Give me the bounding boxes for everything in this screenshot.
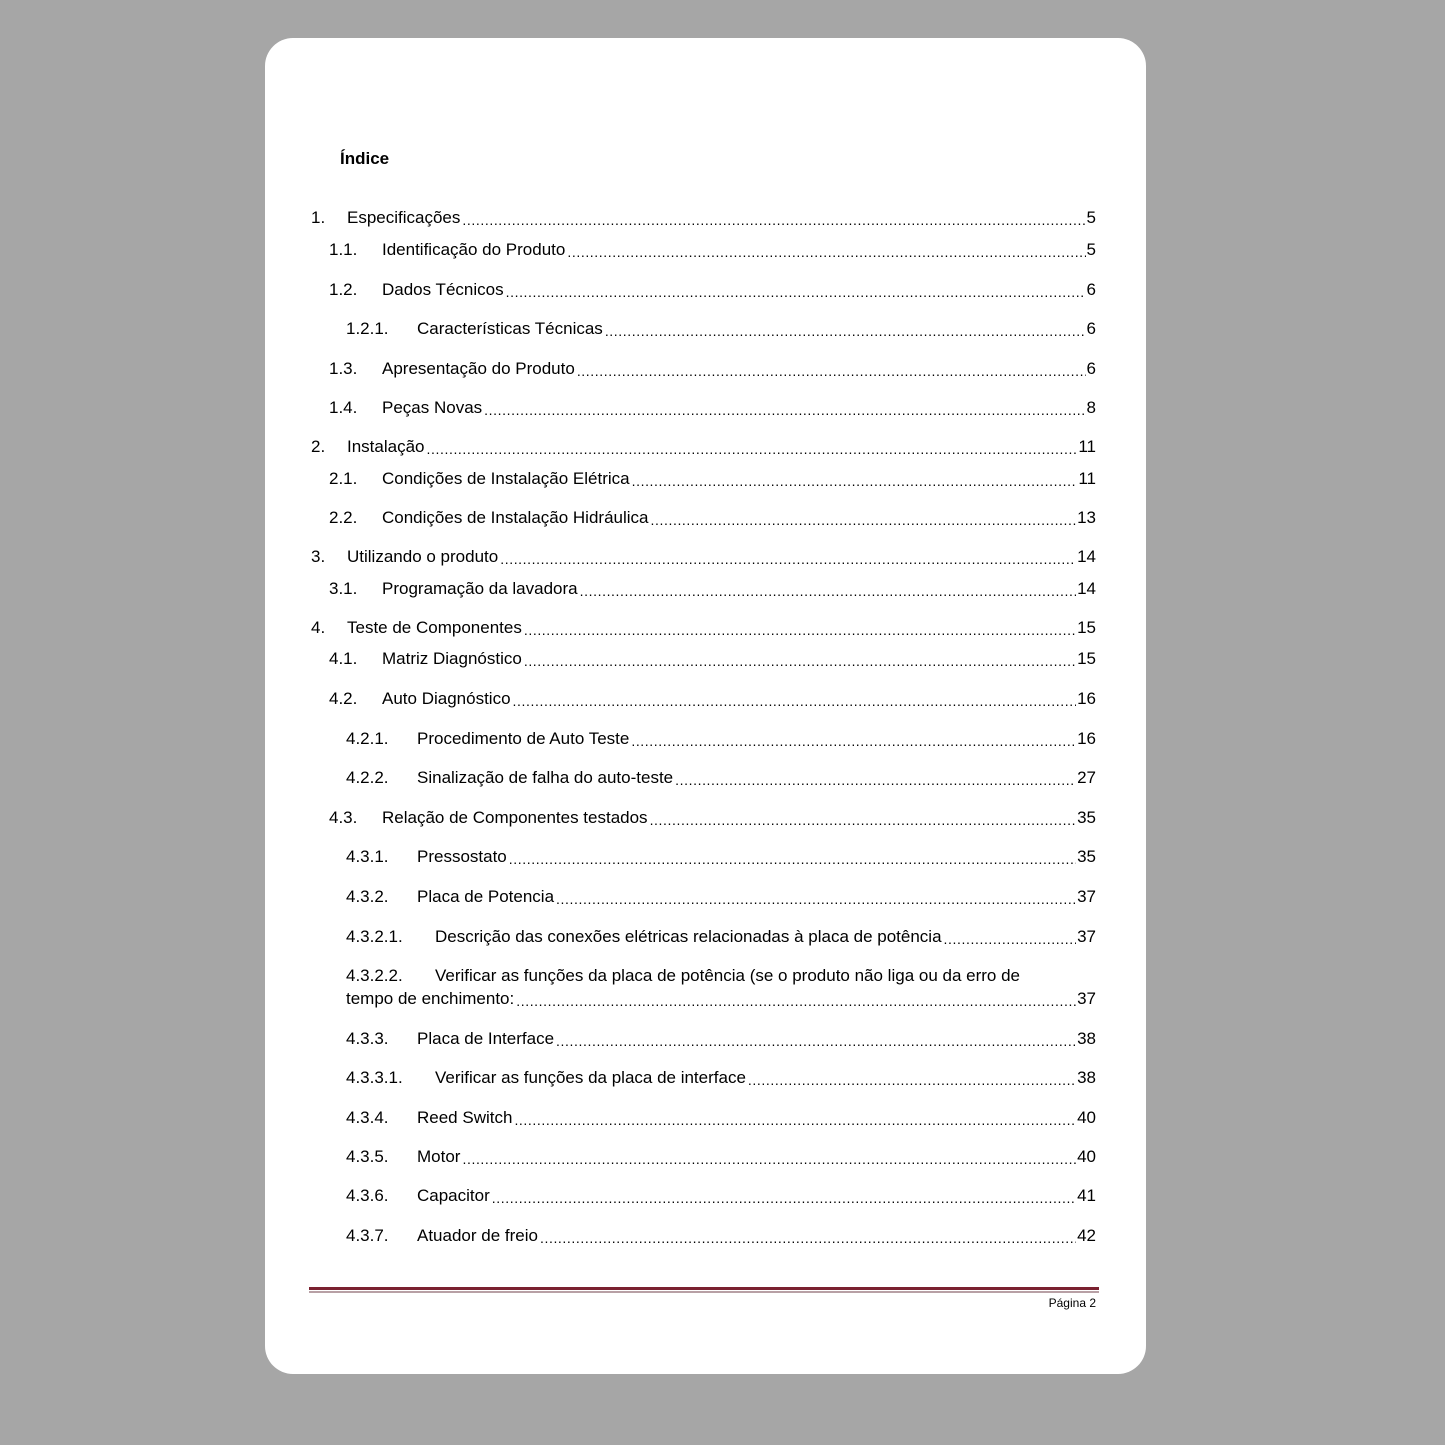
toc-entry-number: 4.3.1. (346, 847, 389, 866)
toc-leader-dots (577, 362, 1086, 380)
toc-entry-page: 42 (1077, 1226, 1096, 1245)
toc-entry-number: 4.3.4. (346, 1108, 389, 1127)
toc-leader-dots (944, 930, 1077, 948)
page-number: Página 2 (1048, 1296, 1096, 1310)
toc-leader-dots (492, 1189, 1076, 1207)
toc-entry-number: 3. (311, 547, 326, 566)
toc-leader-dots (506, 283, 1086, 301)
toc-entry[interactable] (329, 507, 1096, 529)
toc-entry-title: Placa de Potencia (417, 887, 555, 906)
toc-leader-dots (556, 890, 1076, 908)
toc-entry-number: 2.2. (329, 508, 358, 527)
toc-entry-title: Reed Switch (417, 1108, 513, 1127)
toc-entry-title: Identificação do Produto (382, 240, 566, 259)
toc-entry[interactable] (346, 1146, 1096, 1168)
toc-entry-page: 5 (1086, 208, 1096, 227)
toc-entry-page: 5 (1086, 240, 1096, 259)
toc-entry[interactable] (346, 1067, 1096, 1089)
toc-entry[interactable] (329, 279, 1096, 301)
toc-entry-page: 35 (1077, 847, 1096, 866)
toc-entry-page: 11 (1078, 469, 1096, 488)
toc-entry-title: Relação de Componentes testados (382, 808, 648, 827)
toc-entry-number: 1. (311, 208, 326, 227)
toc-entry[interactable] (329, 807, 1096, 829)
toc-entry-page: 35 (1077, 808, 1096, 827)
toc-entry-page: 8 (1086, 398, 1096, 417)
toc-entry-number: 2. (311, 437, 326, 456)
toc-entry-page: 37 (1077, 989, 1096, 1008)
toc-entry-title: Condições de Instalação Elétrica (382, 469, 630, 488)
toc-entry[interactable] (329, 648, 1096, 670)
toc-leader-dots (462, 211, 1085, 229)
toc-entry-continuation[interactable] (346, 988, 1096, 1010)
toc-leader-dots (516, 992, 1076, 1010)
toc-entry[interactable] (346, 1185, 1096, 1207)
toc-entry[interactable] (346, 728, 1096, 750)
toc-leader-dots (524, 652, 1076, 670)
toc-leader-dots (632, 472, 1078, 490)
toc-leader-dots (651, 511, 1077, 529)
toc-entry-page: 14 (1077, 579, 1096, 598)
toc-entry-page: 40 (1077, 1147, 1096, 1166)
toc-entry-page: 11 (1078, 437, 1096, 456)
toc-entry[interactable] (346, 1028, 1096, 1050)
toc-entry-page: 40 (1077, 1108, 1096, 1127)
toc-entry-number: 4.3.7. (346, 1226, 389, 1245)
toc-entry-page: 6 (1086, 359, 1096, 378)
toc-entry-number: 4.3.6. (346, 1186, 389, 1205)
toc-entry[interactable] (329, 239, 1096, 261)
toc-entry-page: 16 (1077, 729, 1096, 748)
toc-leader-dots (524, 621, 1076, 639)
toc-entry-title: Dados Técnicos (382, 280, 504, 299)
toc-entry-number: 1.4. (329, 398, 358, 417)
toc-entry[interactable] (329, 578, 1096, 600)
toc-leader-dots (500, 550, 1076, 568)
toc-entry-title: Características Técnicas (417, 319, 603, 338)
toc-entry-page: 38 (1077, 1068, 1096, 1087)
toc-entry[interactable] (346, 767, 1096, 789)
toc-entry-number: 1.3. (329, 359, 358, 378)
toc-entry-number: 4. (311, 618, 326, 637)
toc-leader-dots (484, 401, 1085, 419)
toc-leader-dots (605, 322, 1086, 340)
toc-entry-title-continued: tempo de enchimento: (346, 989, 515, 1008)
toc-entry[interactable] (311, 436, 1096, 458)
toc-entry-title: Peças Novas (382, 398, 483, 417)
toc-entry-title: Pressostato (417, 847, 507, 866)
toc-entry[interactable] (329, 358, 1096, 380)
toc-entry[interactable] (346, 926, 1096, 948)
toc-entry-number: 1.1. (329, 240, 358, 259)
toc-entry-title: Descrição das conexões elétricas relacionadas à placa de potência (435, 927, 942, 946)
page-title: Índice (340, 149, 390, 168)
toc-leader-dots (514, 1111, 1076, 1129)
toc-leader-dots (650, 811, 1077, 829)
toc-entry-number: 4.1. (329, 649, 358, 668)
toc-entry-page: 14 (1077, 547, 1096, 566)
toc-entry-number: 4.3.2.2. (346, 966, 403, 985)
toc-entry-number: 4.3. (329, 808, 358, 827)
toc-entry-title: Verificar as funções da placa de interface (435, 1068, 746, 1087)
toc-entry-number: 1.2. (329, 280, 358, 299)
toc-entry-title: Condições de Instalação Hidráulica (382, 508, 649, 527)
toc-entry-title: Motor (417, 1147, 461, 1166)
toc-entry-number: 4.2.1. (346, 729, 389, 748)
toc-entry-number: 4.2. (329, 689, 358, 708)
toc-entry-title: Teste de Componentes (347, 618, 522, 637)
toc-entry-page: 27 (1077, 768, 1096, 787)
toc-entry-title: Auto Diagnóstico (382, 689, 511, 708)
toc-entry-page: 15 (1077, 618, 1096, 637)
toc-leader-dots (580, 582, 1076, 600)
toc-entry-page: 15 (1077, 649, 1096, 668)
toc-entry-number: 2.1. (329, 469, 358, 488)
toc-entry-title: Placa de Interface (417, 1029, 555, 1048)
toc-entry-title: Especificações (347, 208, 461, 227)
toc-entry[interactable] (346, 318, 1096, 340)
toc-entry-number: 4.3.5. (346, 1147, 389, 1166)
toc-entry-page: 16 (1077, 689, 1096, 708)
toc-entry-number: 3.1. (329, 579, 358, 598)
toc-entry[interactable] (346, 846, 1096, 868)
toc-leader-dots (675, 771, 1076, 789)
toc-entry[interactable] (346, 1107, 1096, 1129)
toc-leader-dots (427, 440, 1078, 458)
toc-entry[interactable] (346, 1225, 1096, 1247)
toc-leader-dots (513, 692, 1077, 710)
toc-entry[interactable] (311, 546, 1096, 568)
toc-entry-number: 4.2.2. (346, 768, 389, 787)
toc-leader-dots (567, 243, 1085, 261)
toc-entry-page: 41 (1077, 1186, 1096, 1205)
table-of-contents (265, 38, 1146, 1374)
toc-entry-page: 38 (1077, 1029, 1096, 1048)
toc-entry-title: Procedimento de Auto Teste (417, 729, 630, 748)
toc-leader-dots (631, 732, 1076, 750)
toc-leader-dots (748, 1071, 1076, 1089)
toc-entry-title: Atuador de freio (417, 1226, 538, 1245)
toc-entry[interactable] (329, 688, 1096, 710)
toc-entry-title: Verificar as funções da placa de potência (se o produto não liga ou da erro de (435, 966, 1020, 985)
toc-leader-dots (540, 1229, 1076, 1247)
toc-entry-page: 6 (1086, 319, 1096, 338)
toc-entry-title: Programação da lavadora (382, 579, 578, 598)
toc-entry-number: 4.3.3. (346, 1029, 389, 1048)
toc-entry-title: Utilizando o produto (347, 547, 499, 566)
document-page (265, 38, 1146, 1374)
toc-entry-number: 4.3.2. (346, 887, 389, 906)
toc-entry-title: Sinalização de falha do auto-teste (417, 768, 674, 787)
toc-entry[interactable] (311, 207, 1096, 229)
toc-entry[interactable] (329, 468, 1096, 490)
toc-entry[interactable] (311, 617, 1096, 639)
toc-leader-dots (462, 1150, 1076, 1168)
toc-entry-wrapped-line[interactable] (346, 965, 1020, 987)
toc-entry-page: 13 (1077, 508, 1096, 527)
toc-entry-page: 37 (1077, 887, 1096, 906)
toc-entry-title: Capacitor (417, 1186, 490, 1205)
toc-entry-title: Instalação (347, 437, 425, 456)
toc-entry-title: Matriz Diagnóstico (382, 649, 522, 668)
toc-entry-title: Apresentação do Produto (382, 359, 575, 378)
toc-entry-number: 1.2.1. (346, 319, 389, 338)
toc-entry-number: 4.3.3.1. (346, 1068, 403, 1087)
toc-leader-dots (556, 1032, 1076, 1050)
toc-entry-page: 37 (1077, 927, 1096, 946)
toc-leader-dots (509, 850, 1076, 868)
toc-entry[interactable] (346, 886, 1096, 908)
footer-divider (309, 1287, 1099, 1294)
toc-entry-page: 6 (1086, 280, 1096, 299)
toc-entry[interactable] (329, 397, 1096, 419)
toc-entry-number: 4.3.2.1. (346, 927, 403, 946)
